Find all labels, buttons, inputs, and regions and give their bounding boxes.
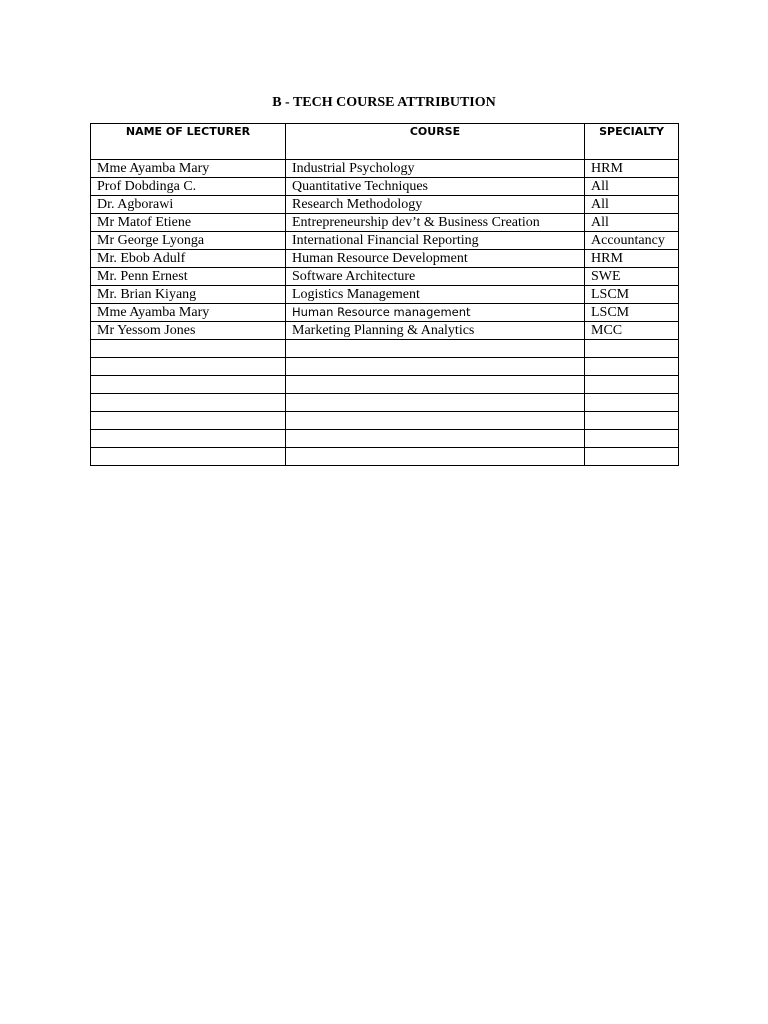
course-cell [286, 412, 585, 430]
specialty-cell [585, 376, 679, 394]
lecturer-name-cell: Mr. Penn Ernest [91, 268, 286, 286]
table-row [91, 448, 679, 466]
table-row [91, 358, 679, 376]
specialty-cell: LSCM [585, 304, 679, 322]
table-row [91, 322, 679, 340]
course-cell: Quantitative Techniques [286, 178, 585, 196]
table-row [91, 286, 679, 304]
lecturer-name-cell: Dr. Agborawi [91, 196, 286, 214]
lecturer-name-cell: Mme Ayamba Mary [91, 160, 286, 178]
table-row [91, 430, 679, 448]
lecturer-name-cell: Mr Yessom Jones [91, 322, 286, 340]
lecturer-name-cell [91, 448, 286, 466]
specialty-cell: HRM [585, 160, 679, 178]
specialty-cell [585, 412, 679, 430]
course-cell [286, 358, 585, 376]
course-cell: Industrial Psychology [286, 160, 585, 178]
lecturer-name-cell: Prof Dobdinga C. [91, 178, 286, 196]
specialty-cell [585, 394, 679, 412]
course-cell: Human Resource management [286, 304, 585, 322]
course-cell [286, 430, 585, 448]
course-cell [286, 394, 585, 412]
table-row [91, 178, 679, 196]
lecturer-name-cell: Mr. Ebob Adulf [91, 250, 286, 268]
course-cell [286, 448, 585, 466]
table-row [91, 160, 679, 178]
specialty-cell: All [585, 214, 679, 232]
course-cell: International Financial Reporting [286, 232, 585, 250]
table-row [91, 394, 679, 412]
lecturer-name-cell: Mr. Brian Kiyang [91, 286, 286, 304]
course-cell: Research Methodology [286, 196, 585, 214]
page-title: B - TECH COURSE ATTRIBUTION [272, 95, 496, 110]
course-attribution-table [90, 123, 679, 466]
specialty-cell: MCC [585, 322, 679, 340]
table-row [91, 340, 679, 358]
table-header-row [91, 124, 679, 160]
specialty-cell [585, 358, 679, 376]
lecturer-name-cell: Mr Matof Etiene [91, 214, 286, 232]
specialty-cell: All [585, 196, 679, 214]
course-cell [286, 340, 585, 358]
table-row [91, 196, 679, 214]
header-specialty: SPECIALTY [585, 124, 679, 160]
course-cell [286, 376, 585, 394]
table-row [91, 250, 679, 268]
specialty-cell: Accountancy [585, 232, 679, 250]
lecturer-name-cell [91, 430, 286, 448]
course-cell: Human Resource Development [286, 250, 585, 268]
table-row [91, 214, 679, 232]
lecturer-name-cell: Mr George Lyonga [91, 232, 286, 250]
specialty-cell: All [585, 178, 679, 196]
specialty-cell: HRM [585, 250, 679, 268]
specialty-cell: LSCM [585, 286, 679, 304]
table-row [91, 232, 679, 250]
course-cell: Marketing Planning & Analytics [286, 322, 585, 340]
table-row [91, 412, 679, 430]
table-row [91, 268, 679, 286]
lecturer-name-cell [91, 412, 286, 430]
table-row [91, 376, 679, 394]
course-cell: Software Architecture [286, 268, 585, 286]
table-row [91, 304, 679, 322]
lecturer-name-cell [91, 358, 286, 376]
header-course: COURSE [286, 124, 585, 160]
lecturer-name-cell [91, 394, 286, 412]
lecturer-name-cell [91, 340, 286, 358]
specialty-cell: SWE [585, 268, 679, 286]
lecturer-name-cell: Mme Ayamba Mary [91, 304, 286, 322]
specialty-cell [585, 448, 679, 466]
specialty-cell [585, 340, 679, 358]
specialty-cell [585, 430, 679, 448]
lecturer-name-cell [91, 376, 286, 394]
course-cell: Entrepreneurship dev’t & Business Creation [286, 214, 585, 232]
header-name-of-lecturer: NAME OF LECTURER [91, 124, 286, 160]
course-cell: Logistics Management [286, 286, 585, 304]
